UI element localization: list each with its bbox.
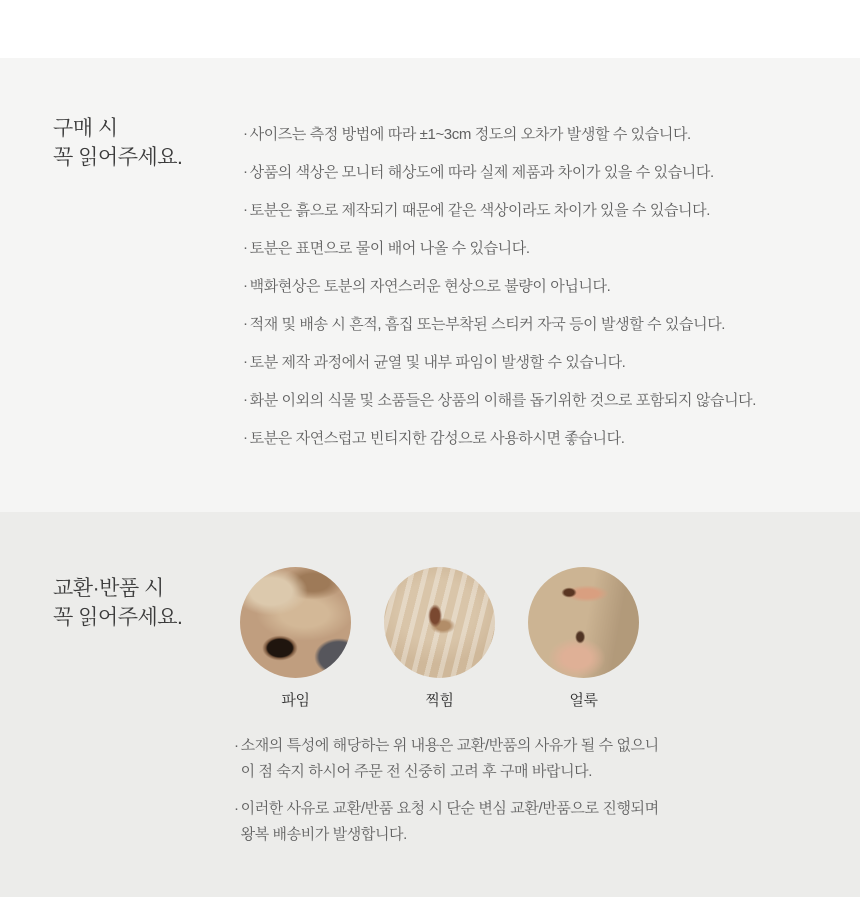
- bullet-dot-icon: ·: [243, 314, 248, 332]
- bullet-dot-icon: ·: [243, 428, 248, 446]
- purchase-notice-section: [0, 58, 860, 512]
- purchase-notice-title: [53, 114, 182, 172]
- defect-label-chip: 찍힘: [425, 692, 454, 709]
- purchase-note-text: 화분 이외의 식물 및 소품들은 상품의 이해를 돕기위한 것으로 포함되지 않습니다.: [249, 391, 757, 409]
- bullet-dot-icon: ·: [243, 352, 248, 370]
- return-note-item: [234, 733, 659, 785]
- purchase-note-item: [243, 304, 756, 342]
- defect-photo-stain: [528, 567, 639, 678]
- purchase-note-item: [243, 266, 756, 304]
- defect-label-stain: 얼룩: [569, 692, 598, 709]
- defect-example-dent: [240, 567, 351, 709]
- purchase-note-item: [243, 418, 756, 456]
- return-note-line: 소재의 특성에 해당하는 위 내용은 교환/반품의 사유가 될 수 없으니: [240, 737, 659, 754]
- return-notes-list: [234, 733, 659, 848]
- bullet-dot-icon: ·: [243, 276, 248, 294]
- defect-example-chip: [384, 567, 495, 709]
- purchase-note-text: 토분 제작 과정에서 균열 및 내부 파임이 발생할 수 있습니다.: [249, 353, 626, 371]
- return-note-text: [241, 733, 659, 785]
- defect-example-stain: [528, 567, 639, 709]
- purchase-note-text: 상품의 색상은 모니터 해상도에 따라 실제 제품과 차이가 있을 수 있습니다.: [249, 163, 714, 181]
- return-title-line1: 교환·반품 시: [53, 577, 164, 600]
- return-note-item: [234, 796, 659, 848]
- purchase-note-text: 백화현상은 토분의 자연스러운 현상으로 불량이 아닙니다.: [249, 277, 611, 295]
- bullet-dot-icon: ·: [243, 200, 248, 218]
- purchase-notes-list: [243, 114, 756, 456]
- defect-photo-dent: [240, 567, 351, 678]
- purchase-note-text: 토분은 흙으로 제작되기 때문에 같은 색상이라도 차이가 있을 수 있습니다.: [249, 201, 710, 219]
- return-note-line: 이러한 사유로 교환/반품 요청 시 단순 변심 교환/반품으로 진행되며: [240, 800, 659, 817]
- bullet-dot-icon: ·: [243, 390, 248, 408]
- purchase-title-line1: 구매 시: [53, 117, 118, 140]
- purchase-note-item: [243, 114, 756, 152]
- return-title-line2: 꼭 읽어주세요.: [53, 606, 183, 629]
- return-notice-title: [53, 574, 182, 632]
- purchase-note-item: [243, 380, 756, 418]
- bullet-dot-icon: ·: [243, 124, 248, 142]
- purchase-note-text: 적재 및 배송 시 흔적, 흠집 또는부착된 스티커 자국 등이 발생할 수 있습니다.: [249, 315, 726, 333]
- purchase-note-item: [243, 342, 756, 380]
- bullet-dot-icon: ·: [243, 162, 248, 180]
- return-note-line: 이 점 숙지 하시어 주문 전 신중히 고려 후 구매 바랍니다.: [240, 763, 593, 780]
- bullet-dot-icon: ·: [243, 238, 248, 256]
- return-note-line: 왕복 배송비가 발생합니다.: [240, 826, 407, 843]
- purchase-note-text: 토분은 자연스럽고 빈티지한 감성으로 사용하시면 좋습니다.: [249, 429, 625, 447]
- purchase-note-text: 사이즈는 측정 방법에 따라 ±1~3cm 정도의 오차가 발생할 수 있습니다.: [249, 125, 691, 143]
- purchase-title-line2: 꼭 읽어주세요.: [53, 146, 183, 169]
- purchase-note-item: [243, 190, 756, 228]
- defect-label-dent: 파임: [281, 692, 310, 709]
- purchase-note-text: 토분은 표면으로 물이 배어 나올 수 있습니다.: [249, 239, 530, 257]
- purchase-note-item: [243, 152, 756, 190]
- bullet-dot-icon: ·: [234, 737, 239, 754]
- purchase-note-item: [243, 228, 756, 266]
- defect-photo-chip: [384, 567, 495, 678]
- bullet-dot-icon: ·: [234, 800, 239, 817]
- return-note-text: [241, 796, 659, 848]
- return-notice-section: [0, 512, 860, 897]
